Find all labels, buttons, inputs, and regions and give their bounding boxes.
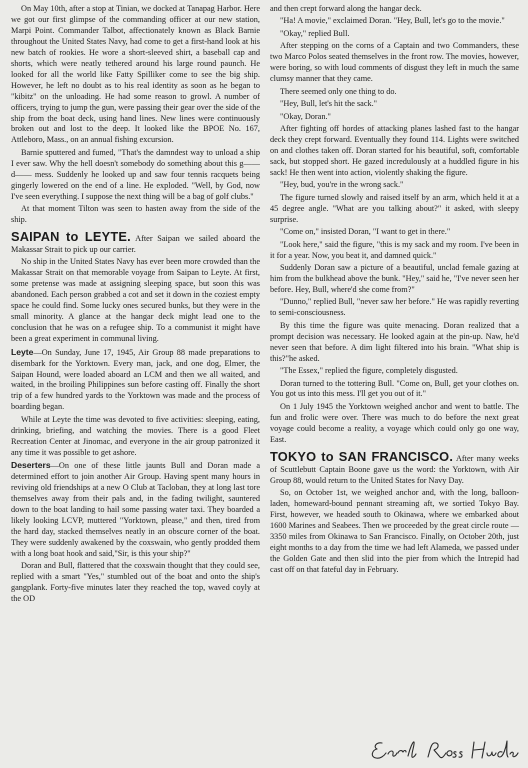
section-deserters (11, 460, 260, 560)
paragraph-the-essex: "The Essex," replied the figure, completely disgusted. (280, 366, 458, 376)
section-heading-tokyo-to-san-francisco: TOKYO to SAN FRANCISCO. (270, 448, 454, 464)
subheading-deserters: Deserters (11, 460, 51, 471)
section-body-tokyo-to-san-francisco: After many weeks of Scuttlebutt Captain Boone gave us the word: the Yorktown, with Air Group 88, would return to the United States for Navy Day. (270, 453, 519, 485)
section-body-deserters: —On one of these little jaunts Bull and Doran made a determined effort to join another Air Group. Having spent many hours in reviving old friendships at a new O Club at Tacloban, they at long last tore themselves away from their pals and, in the fading twilight, sauntered down to the boat landing to hail some passing water taxi. They boarded a likely looking LCVP, muttered "Yorktown, please," and then, tired from the hard day, stacked themselves neatly in an obscure corner of the boat. They were suddenly awakened by the coxswain, who gently prodded them with a long boat hook and said,"Sir, is this your ship?" (11, 461, 260, 558)
paragraph-october-first: So, on October 1st, we weighed anchor and, with the long, balloon-laden, homeward-bound pennant streaming aft, we sortied Tokyo Bay. First, however, we headed south to Okinawa, where we embarked about 1600 Marines and Seabees. Then we proceeded by the great circle route —3350 miles from Okinawa to San Francisco. Finally, on October 20th, just eight months to a day from the time we had left Alameda, we passed under the Golden Gate and then slid into the pier from which the Intrepid had cast off on that fateful day in February. (270, 488, 519, 574)
paragraph-pin-up: Suddenly Doran saw a picture of a beautiful, unclad female gazing at him from the bulkhead above the bunk. "Hey," said he, "I've never seen her before. Hey, Bull, where'd she come from?" (270, 262, 519, 294)
paragraph-ha-a-movie: "Ha! A movie," exclaimed Doran. "Hey, Bull, let's go to the movie." (280, 16, 505, 26)
paragraph-okay-doran: "Okay, Doran." (280, 111, 331, 121)
paragraph-what-ship: By this time the figure was quite menacing. Doran realized that a prompt decision was necessary. He looked again at the pin-up. Naw, he'd never seen that before. A dim light filtered into his brain. "What ship is this?"he asked. (270, 320, 519, 363)
paragraph-doran-and-bull: Doran and Bull, flattered that the coxswain thought that they could see, replied with a smart "Yes," stumbled out of the boat and onto the ship's gangplank. Forty-five minutes later they reached the top, waved coyly at the OD (11, 561, 260, 604)
paragraph-found-114: After fighting off hordes of attacking planes lashed fast to the hangar deck they crept forward. Eventually they found 114. Lights were switched on and clothes taken off. Doran started for his beautiful, soft, comfortable sack, but stopped short. He gazed incredulously at a huddled figure in his sack! He then went into action, violently shaking the figure. (270, 124, 519, 177)
paragraph-barnie-fumed: Barnie sputtered and fumed, "That's the damndest way to unload a ship I ever saw. Why the hell doesn't somebody do something about this g—— d—— mess. Suddenly he looked up and saw four tennis racquets being gingerly lowered on the end of a line. He exploded. "Well, by God, now I've seen everything. I suppose the next thing will be a bag of golf clubs." (11, 147, 260, 201)
paragraph-tanapag: On May 10th, after a stop at Tinian, we docked at Tanapag Harbor. Here we got our first glimpse of the commanding officer at our new station, Marpi Point. Commander Talbot, affectionately known as Black Barnie throughout the United States Navy, had come to get a first-hand look at his new batch of rookies. He wore a short-sleeved shirt, a baseball cap and shorts, which were neatly tethered around his large round paunch. He looked for all the world like Fatty Spilliker come to see the big ship. However, he left no doubt as to his real identity as soon as he began to "kibitz" on the unloading. He had some reason to growl. A number of officers, trying to jump the gun, were passing their gear over the side of the ship from the boat deck, using hand lines. New lines were continuously broken out and lost to the deep. It looked like the BPOE No. 167, Attleboro, Mass., on an annual fishing excursion. (11, 4, 260, 145)
paragraph-makassar-strait: No ship in the United States Navy has ever been more crowded than the Makassar Strait on that memorable voyage from Saipan to Leyte. At first, some pretense was made at assigning sleeping space, but soon this was abandoned. Each person grabbed a cot and set it down in the coziest empty space he could find. Some lucky ones secured bunks, but they were in the small minority. A glance at the hangar deck might lead one to the conclusion that he was on a refugee ship. To a communist it might have been a great experiment in communal living. (11, 257, 260, 344)
paragraph-wrong-sack: "Hey, bud, you're in the wrong sack." (280, 180, 404, 190)
section-saipan-to-leyte (11, 229, 260, 256)
section-leyte (11, 347, 260, 414)
subheading-leyte: Leyte (11, 346, 34, 357)
paragraph-one-thing: There seemed only one thing to do. (280, 86, 397, 96)
paragraph-weighed-anchor: On 1 July 1945 the Yorktown weighed anchor and went to battle. The fun and frolic were over. There was much to do before the next great voyage could become a reality, a voyage which could only go one way, East. (270, 401, 519, 444)
paragraph-tottering-bull: Doran turned to the tottering Bull. "Come on, Bull, get your clothes on. You got us into this mess. I'll get you out of it." (270, 378, 519, 399)
section-tokyo-to-san-francisco (270, 448, 519, 487)
section-body-leyte: —On Sunday, June 17, 1945, Air Group 88 made preparations to disembark for the Yorktown. Every man, jack, and one dog, Elmer, the Saipan Hound, were loaded aboard an LCM and then we all waited, and waited, in the broiling Philippines sun before casting off. Finally the short trip of a few hundred yards to the Yorktown was made and the process of boarding began. (11, 347, 260, 412)
paragraph-hangar-deck: and then crept forward along the hangar deck. (270, 4, 422, 13)
paragraph-figure-turned: The figure turned slowly and raised itself by an arm, which held it at a 45 degree angle. "What are you talking about?" it asked, with sleepy surprise. (270, 192, 519, 224)
left-column (11, 4, 260, 768)
paragraph-come-on: "Come on," insisted Doran, "I want to get in there." (280, 227, 451, 237)
paragraph-dunno: "Dunno," replied Bull, "never saw her before." He was rapidly reverting to semi-consciousness. (270, 297, 519, 318)
section-heading-saipan-to-leyte: SAIPAN to LEYTE. (11, 229, 131, 245)
section-body-saipan-to-leyte: After Saipan we sailed aboard the Makassar Strait to pick up our carrier. (11, 234, 260, 255)
paragraph-hit-the-sack: "Hey, Bull, let's hit the sack." (280, 99, 378, 109)
paragraph-tilton: At that moment Tilton was seen to hasten away from the side of the ship. (11, 204, 260, 225)
paragraph-marco-polos: After stepping on the corns of a Captain and two Commanders, these two Marco Polos seated themselves in the front row. The movies, however, were boring, so with loud comments of disgust they left in much the same clumsy manner that they came. (270, 41, 519, 84)
right-column (270, 4, 519, 768)
paragraph-okay-bull: "Okay," replied Bull. (280, 28, 350, 38)
paragraph-look-here: "Look here," said the figure, "this is my sack and my room. I've been in it for a year. Now, you beat it, and damned quick." (270, 239, 519, 260)
paragraph-leyte-activities: While at Leyte the time was devoted to five activities: sleeping, eating, drinking, briefing, and watching the movies. There is a good Fleet Recreation Center at Jinomac, and everyone in the air group patronized it any time it was possible to get ashore. (11, 414, 260, 457)
signature (368, 738, 518, 764)
